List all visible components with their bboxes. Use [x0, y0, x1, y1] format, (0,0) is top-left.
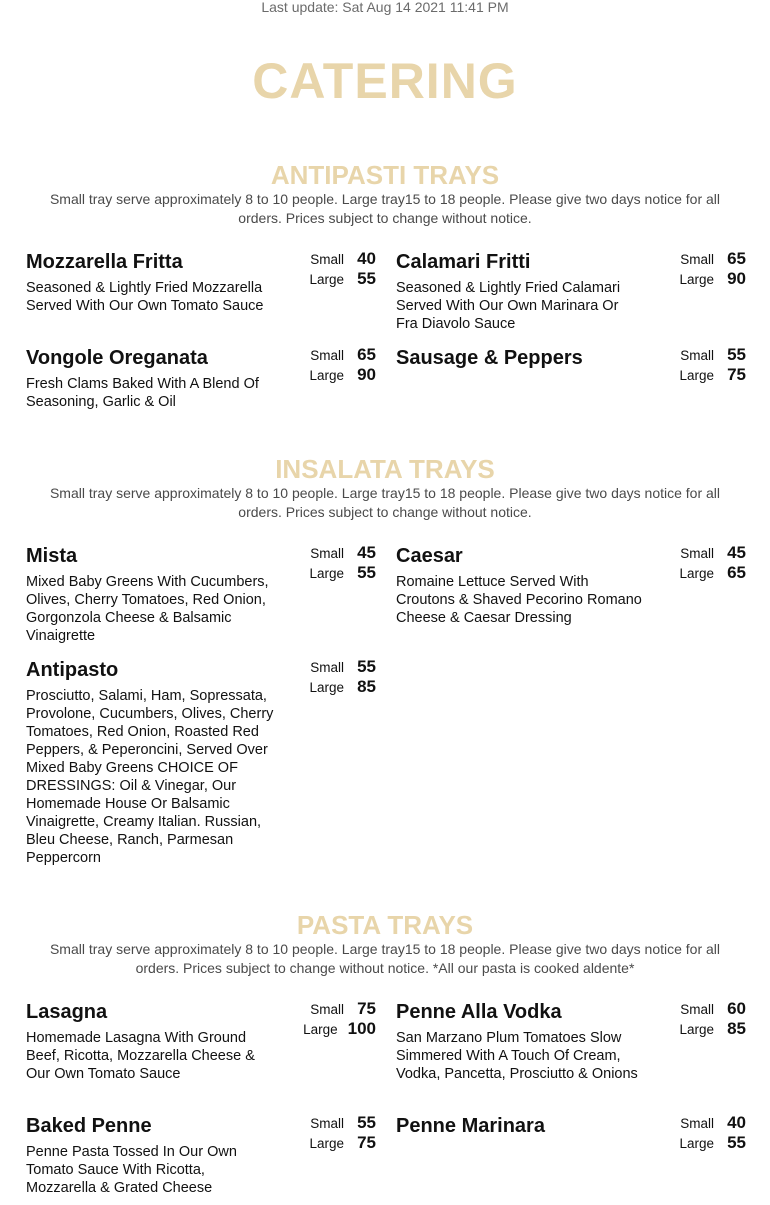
price-value-small: 40 [727, 1113, 746, 1132]
section-note: Small tray serve approximately 8 to 10 people. Large tray15 to 18 people. Please give two days notice for all orders. Prices subject to change without notice. [49, 191, 721, 226]
price-large [256, 1019, 376, 1039]
price-value-large: 55 [357, 563, 376, 582]
item-description: Homemade Lasagna With Ground Beef, Ricotta, Mozzarella Cheese & Our Own Tomato Sauce [26, 1030, 255, 1082]
price-large [256, 677, 376, 697]
price-small [626, 345, 746, 365]
price-value-large: 85 [727, 1019, 746, 1038]
price-label-small: Small [310, 252, 344, 267]
price-small [626, 543, 746, 563]
price-label-large: Large [309, 680, 344, 695]
item-name: Mozzarella Fritta [26, 251, 183, 273]
price-label-small: Small [680, 348, 714, 363]
section-note: Small tray serve approximately 8 to 10 people. Large tray15 to 18 people. Please give two days notice for all orders. Prices subject to change without notice. [49, 485, 721, 520]
item-description: Seasoned & Lightly Fried Mozzarella Served With Our Own Tomato Sauce [26, 280, 264, 314]
price-label-large: Large [303, 1022, 338, 1037]
price-label-small: Small [680, 1002, 714, 1017]
price-label-small: Small [310, 348, 344, 363]
item-name: Penne Alla Vodka [396, 1001, 562, 1023]
price-small [626, 1113, 746, 1133]
price-label-large: Large [679, 272, 714, 287]
item-name: Caesar [396, 545, 463, 567]
price-large [626, 563, 746, 583]
section-antipasti [0, 160, 770, 228]
price-value-small: 65 [727, 249, 746, 268]
price-label-large: Large [309, 368, 344, 383]
price-value-small: 55 [727, 345, 746, 364]
section-pasta [0, 910, 770, 978]
price-value-large: 55 [357, 269, 376, 288]
item-description: Mixed Baby Greens With Cucumbers, Olives, Cherry Tomatoes, Red Onion, Gorgonzola Cheese & Balsamic Vinaigrette [26, 574, 269, 644]
price-label-small: Small [310, 1002, 344, 1017]
price-large [256, 269, 376, 289]
price-value-large: 55 [727, 1133, 746, 1152]
price-small [626, 999, 746, 1019]
last-update: Last update: Sat Aug 14 2021 11:41 PM [261, 0, 509, 15]
price-small [256, 345, 376, 365]
price-label-small: Small [310, 1116, 344, 1131]
price-small [256, 1113, 376, 1133]
price-small [256, 657, 376, 677]
price-label-small: Small [310, 546, 344, 561]
item-name: Lasagna [26, 1001, 108, 1023]
price-value-small: 45 [727, 543, 746, 562]
price-large [626, 1133, 746, 1153]
item-description: San Marzano Plum Tomatoes Slow Simmered With A Touch Of Cream, Vodka, Pancetta, Prosciutto & Onions [396, 1030, 638, 1082]
price-label-small: Small [680, 252, 714, 267]
section-note: Small tray serve approximately 8 to 10 people. Large tray15 to 18 people. Please give two days notice for all orders. Prices subject to change without notice. *All our pasta is cooked aldente* [49, 941, 721, 976]
item-description: Seasoned & Lightly Fried Calamari Served With Our Own Marinara Or Fra Diavolo Sauce [396, 280, 621, 332]
item-description: Prosciutto, Salami, Ham, Sopressata, Provolone, Cucumbers, Olives, Cherry Tomatoes, Red Onion, Roasted Red Peppers, & Peperoncini, Served Over Mixed Baby Greens CHOICE OF DRESSINGS: Oil & Vinegar, Our Homemade House Or Balsamic Vinaigrette, Creamy Italian. Russian, Bleu Cheese, Ranch, Parmesan Peppercorn [26, 688, 274, 866]
price-label-large: Large [309, 272, 344, 287]
price-small [256, 249, 376, 269]
price-label-large: Large [679, 368, 714, 383]
price-large [256, 1133, 376, 1153]
item-name: Penne Marinara [396, 1115, 545, 1137]
price-value-large: 65 [727, 563, 746, 582]
page-title: CATERING [252, 53, 518, 109]
section-insalata [0, 454, 770, 522]
price-large [626, 1019, 746, 1039]
price-large [256, 365, 376, 385]
item-description: Romaine Lettuce Served With Croutons & Shaved Pecorino Romano Cheese & Caesar Dressing [396, 574, 642, 626]
item-name: Vongole Oreganata [26, 347, 208, 369]
price-value-large: 85 [357, 677, 376, 696]
price-label-small: Small [680, 1116, 714, 1131]
price-label-large: Large [309, 1136, 344, 1151]
price-value-small: 55 [357, 657, 376, 676]
price-small [626, 249, 746, 269]
item-name: Sausage & Peppers [396, 347, 583, 369]
section-title: PASTA TRAYS [296, 910, 474, 940]
price-label-large: Large [309, 566, 344, 581]
price-value-small: 65 [357, 345, 376, 364]
price-value-large: 75 [357, 1133, 376, 1152]
price-large [256, 563, 376, 583]
section-title: INSALATA TRAYS [275, 454, 495, 484]
item-description: Penne Pasta Tossed In Our Own Tomato Sauce With Ricotta, Mozzarella & Grated Cheese [26, 1144, 237, 1196]
price-label-large: Large [679, 1022, 714, 1037]
price-value-large: 90 [357, 365, 376, 384]
price-value-small: 55 [357, 1113, 376, 1132]
price-large [626, 365, 746, 385]
price-label-large: Large [679, 566, 714, 581]
price-label-large: Large [679, 1136, 714, 1151]
price-value-small: 75 [357, 999, 376, 1018]
price-label-small: Small [310, 660, 344, 675]
section-title: ANTIPASTI TRAYS [270, 160, 500, 190]
item-description: Fresh Clams Baked With A Blend Of Seasoning, Garlic & Oil [26, 376, 259, 410]
price-label-small: Small [680, 546, 714, 561]
price-value-large: 100 [347, 1019, 376, 1038]
item-name: Mista [26, 545, 78, 567]
price-value-small: 60 [727, 999, 746, 1018]
price-value-small: 45 [357, 543, 376, 562]
item-name: Antipasto [26, 659, 119, 681]
price-value-large: 75 [727, 365, 746, 384]
item-name: Baked Penne [26, 1115, 152, 1137]
item-name: Calamari Fritti [396, 251, 531, 273]
price-value-large: 90 [727, 269, 746, 288]
price-small [256, 543, 376, 563]
price-large [626, 269, 746, 289]
price-value-small: 40 [357, 249, 376, 268]
price-small [256, 999, 376, 1019]
